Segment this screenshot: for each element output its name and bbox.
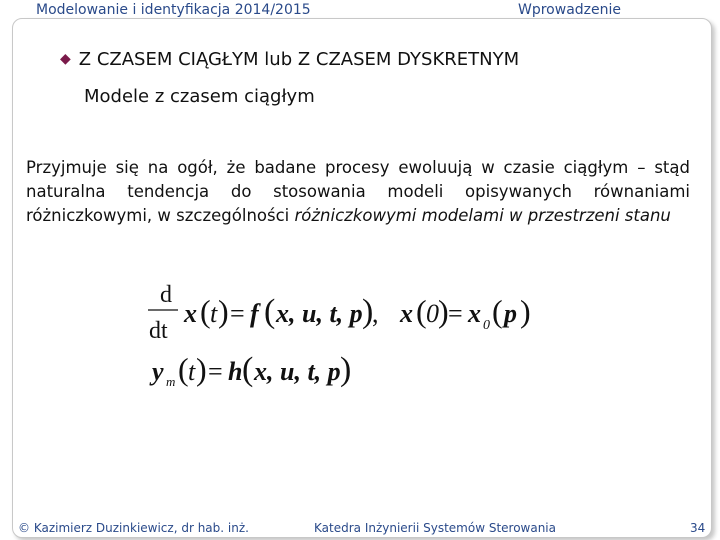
derivative-denominator: dt — [149, 318, 168, 344]
eq3-args-paren-close: ) — [340, 351, 352, 388]
eq1-args: x, u, t, p — [276, 299, 363, 328]
eq2-p-paren-close: ) — [520, 293, 531, 329]
paragraph-emphasis: różniczkowymi modelami w przestrzeni stanu — [294, 206, 671, 225]
footer-department: Katedra Inżynierii Systemów Sterowania — [314, 521, 556, 535]
eq3-paren-open: ( — [178, 351, 189, 387]
page-number: 34 — [690, 521, 706, 535]
eq3-function-h: h — [228, 357, 243, 386]
footer-author: © Kazimierz Duzinkiewicz, dr hab. inż. — [18, 521, 249, 535]
eq2-equals: = — [448, 299, 463, 328]
eq2-state-x: x — [400, 299, 413, 328]
eq3-args-paren-open: ( — [242, 351, 254, 388]
eq1-args-paren-close: ) — [362, 293, 374, 330]
course-title: Modelowanie i identyfikacja 2014/2015 — [36, 2, 311, 18]
eq2-initial-x: x — [468, 299, 481, 328]
state-space-equations — [140, 276, 560, 396]
eq2-paren-close: ) — [438, 293, 449, 329]
eq1-args-paren-open: ( — [264, 293, 276, 330]
eq3-args: x, u, t, p — [254, 357, 341, 386]
eq1-arg-t: t — [210, 299, 218, 328]
paragraph-text: Przyjmuje się na ogół, że badane procesy ewoluują w czasie ciągłym – stąd naturalna tendencja do stosowania modeli opisywanych równaniami różniczkowymi, w szczególności — [26, 158, 690, 225]
eq1-paren-open: ( — [200, 293, 211, 329]
eq3-paren-close: ) — [196, 351, 207, 387]
bullet-heading-text: Z CZASEM CIĄGŁYM lub Z CZASEM DYSKRETNYM — [78, 49, 520, 70]
body-paragraph — [26, 156, 690, 228]
derivative-numerator: d — [160, 282, 172, 308]
eq1-equals: = — [230, 299, 245, 328]
eq3-equals: = — [208, 357, 223, 386]
diamond-bullet-icon: ◆ — [60, 51, 71, 67]
eq2-paren-open: ( — [416, 293, 427, 329]
eq2-param-p: p — [504, 299, 517, 328]
eq3-output-sub: m — [166, 374, 176, 389]
eq2-zero: 0 — [426, 299, 439, 328]
eq1-state-x: x — [184, 299, 197, 328]
eq2-initial-sub: 0 — [483, 318, 490, 333]
eq3-output-y: y — [152, 357, 164, 386]
eq1-separator: , — [372, 299, 379, 328]
bullet-heading — [60, 49, 519, 70]
eq1-function-f: f — [250, 299, 259, 328]
subheading: Modele z czasem ciągłym — [84, 86, 315, 107]
eq1-paren-close: ) — [218, 293, 229, 329]
section-title: Wprowadzenie — [518, 2, 621, 18]
eq3-arg-t: t — [188, 357, 196, 386]
eq2-p-paren-open: ( — [492, 293, 503, 329]
